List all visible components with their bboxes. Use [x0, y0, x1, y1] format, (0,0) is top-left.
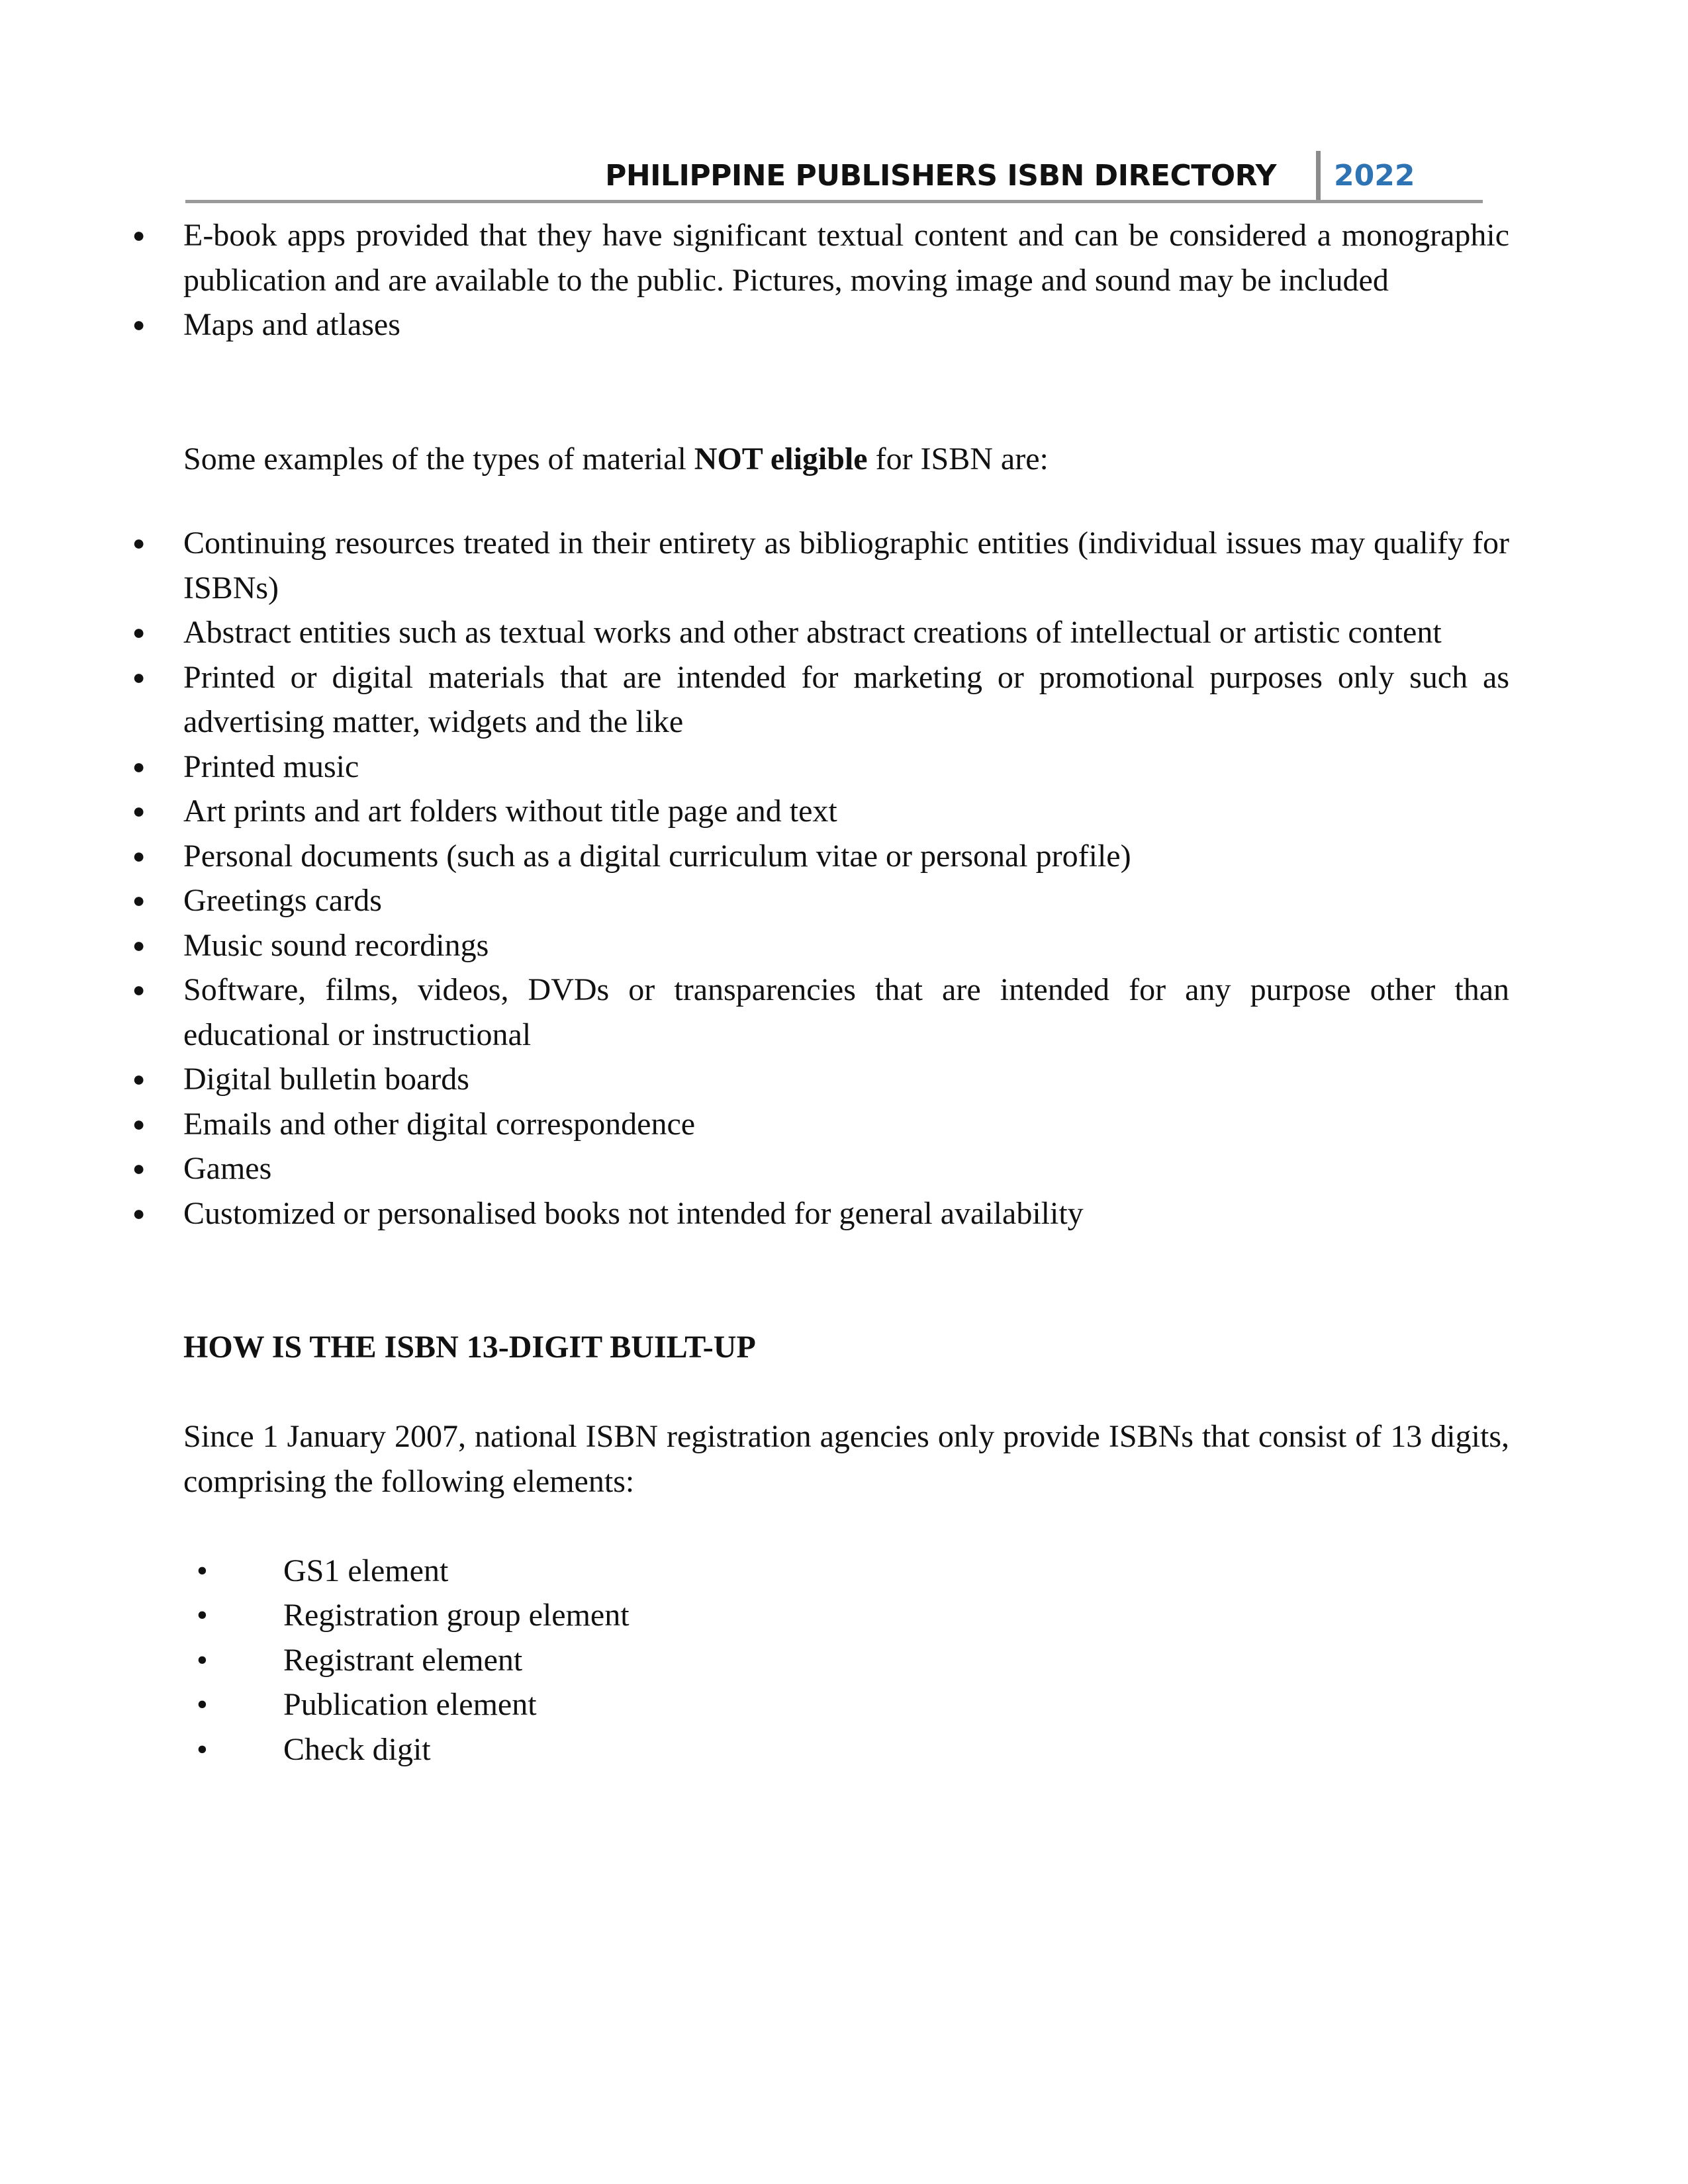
not-eligible-intro: Some examples of the types of material NOT eligible for ISBN are:: [183, 441, 1049, 477]
header-rule: [185, 200, 1483, 203]
list-item: • Registration group element: [132, 1593, 1509, 1638]
isbn-structure-intro: Since 1 January 2007, national ISBN registration agencies only provide ISBNs that consist of 13 digits, comprising the following elements:: [183, 1419, 1509, 1499]
list-item: ● E-book apps provided that they have significant textual content and can be considered a monographic publication and are available to the public. Pictures, moving image and sound may be included: [132, 213, 1509, 302]
list-item: • Check digit: [132, 1727, 1509, 1772]
list-item: ● Games: [132, 1146, 1509, 1191]
list-item: ● Maps and atlases: [132, 302, 1509, 347]
page-body: [132, 213, 1509, 1772]
list-item: ● Personal documents (such as a digital curriculum vitae or personal profile): [132, 834, 1509, 879]
not-eligible-list: [132, 521, 1509, 1236]
list-item: ● Customized or personalised books not intended for general availability: [132, 1191, 1509, 1236]
header-year: 2022: [1334, 159, 1415, 193]
list-item: ● Abstract entities such as textual works and other abstract creations of intellectual or artistic content: [132, 610, 1509, 655]
list-item: ● Greetings cards: [132, 878, 1509, 923]
header-title: PHILIPPINE PUBLISHERS ISBN DIRECTORY: [605, 159, 1276, 193]
section-heading: HOW IS THE ISBN 13-DIGIT BUILT-UP: [183, 1330, 756, 1365]
header-separator: [1316, 151, 1321, 203]
eligible-list-continued: [132, 213, 1509, 347]
list-item: • GS1 element: [132, 1549, 1509, 1594]
list-item: ● Printed music: [132, 745, 1509, 790]
list-item: • Registrant element: [132, 1638, 1509, 1683]
list-item: ● Continuing resources treated in their entirety as bibliographic entities (individual issues may qualify for ISBNs): [132, 521, 1509, 610]
list-item: • Publication element: [132, 1682, 1509, 1727]
list-item: ● Printed or digital materials that are intended for marketing or promotional purposes only such as advertising matter, widgets and the like: [132, 655, 1509, 745]
list-item: ● Music sound recordings: [132, 923, 1509, 968]
page-header: [185, 151, 1483, 204]
list-item: ● Software, films, videos, DVDs or transparencies that are intended for any purpose other than educational or instructional: [132, 968, 1509, 1057]
list-item: ● Art prints and art folders without title page and text: [132, 789, 1509, 834]
not-eligible-emphasis: NOT eligible: [694, 441, 868, 477]
isbn-elements-list: [132, 1549, 1509, 1772]
list-item: ● Digital bulletin boards: [132, 1057, 1509, 1102]
list-item: ● Emails and other digital correspondence: [132, 1102, 1509, 1147]
